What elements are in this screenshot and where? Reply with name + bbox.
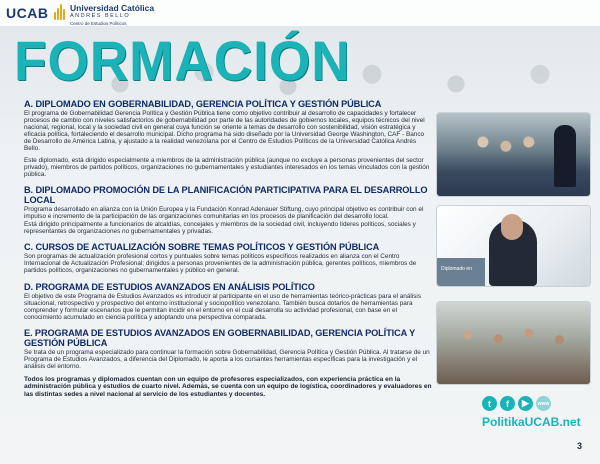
section-paragraph: Este diplomado, está dirigido especialmente a miembros de la administración pública (aunque no excluye a personas provenientes del sector privado), miembros de partidos políticos, organizaciones no gubernamentales y estudiantes interesados en los temas vinculados con la gestión pública. xyxy=(24,156,430,178)
speaker-face xyxy=(501,214,523,240)
event-banner xyxy=(437,258,485,286)
logo-leaf-icon xyxy=(54,4,66,20)
web-icon[interactable]: www xyxy=(536,396,551,411)
section-paragraph: El programa de Gobernabilidad Gerencia Política y Gestión Pública tiene como objetivo contribuir al desarrollo de capacidades y fortalecer procesos de cambio con niveles satisfactorios de gobernabilidad por parte de las autoridades de gobiernos locales, equipos técnicos del nivel nacional, regional, local y la sociedad civil en general cuya función se oriente a temas de desarrollo con sostenibilidad, visión estratégica y eficacia política, fortaleciendo el desarrollo municipal. Dicho programa ha sido diseñado por la Universidad George Washington, CAF - Banco de Desarrollo de América Latina, y ajustado a la realidad venezolana por el Centro de Estudios Políticos de la Universidad Católica Andrés Bello. xyxy=(24,110,425,153)
speaker-figure xyxy=(554,125,576,187)
section-heading: C. CURSOS DE ACTUALIZACIÓN SOBRE TEMAS POLÍTICOS Y GESTIÓN PÚBLICA xyxy=(24,242,380,253)
section-e xyxy=(24,328,432,370)
social-links xyxy=(482,396,551,411)
audience-photo xyxy=(437,302,590,384)
twitter-icon[interactable]: t xyxy=(482,396,497,411)
youtube-icon[interactable]: ▶ xyxy=(518,396,533,411)
content-column xyxy=(24,99,432,405)
section-paragraph: El objetivo de este Programa de Estudios Avanzados es introducir al participante en el uso de herramientas teórico-prácticas para el análisis situacional, retrospectivo y prospectivo del entorno institucional y sociopolítico venezolano. También busca dotarlos de herramientas para comprender y formular escenarios que le permitan incidir en el entorno en el cual desarrolla su actividad profesional, con base en el conocimiento acumulado en ciencia política y adoptando una perspectiva comparada. xyxy=(24,292,422,321)
classroom-photo xyxy=(437,113,590,196)
section-heading: D. PROGRAMA DE ESTUDIOS AVANZADOS EN ANÁLISIS POLÍTICO xyxy=(24,281,315,292)
section-c xyxy=(24,242,432,274)
website-link[interactable]: PolitikaUCAB.net xyxy=(482,415,581,429)
section-b xyxy=(24,185,432,235)
section-a xyxy=(24,99,432,178)
section-paragraph: Se trata de un programa especializado para continuar la formación sobre Gobernabilidad, Gerencia Política y Gestión Pública. Al tratarse de un Programa de Estudios Avanzados, a diferencia del Diplomado, le aporta a los cursantes herramientas específicas para la investigación y el análisis del entorno. xyxy=(24,348,430,371)
section-heading: B. DIPLOMADO PROMOCIÓN DE LA PLANIFICACIÓN PARTICIPATIVA PARA EL DESARROLLO LOCAL xyxy=(24,184,428,205)
section-heading: E. PROGRAMA DE ESTUDIOS AVANZADOS EN GOBERNABILIDAD, GERENCIA POLÍTICA Y GESTIÓN PÚBLICA xyxy=(24,327,415,348)
page-title: FORMACIÓN xyxy=(14,29,351,92)
facebook-icon[interactable]: f xyxy=(500,396,515,411)
section-paragraph: Está dirigido principalmente a funcionarios de alcaldías, concejales y miembros de la sociedad civil, incluyendo líderes políticos, sociales y representantes de organizaciones no gubernamentales y privadas. xyxy=(24,221,416,236)
speaker-photo: Diplomado en xyxy=(437,206,590,286)
section-heading: A. DIPLOMADO EN GOBERNABILIDAD, GERENCIA POLÍTICA Y GESTIÓN PÚBLICA xyxy=(24,99,382,109)
section-d xyxy=(24,282,432,321)
section-paragraph: Programa desarrollado en alianza con la Unión Europea y la Fundación Konrad Adenauer Stiftung, cuyo principal objetivo es contribuir con el impulso e incremento de la participación de las organizaciones comunitarias en los procesos de planificación del desarrollo local. xyxy=(24,205,424,220)
university-name: Universidad Católica ANDRÉS BELLO Centro de Estudios Políticos xyxy=(70,3,155,26)
page-number: 3 xyxy=(577,441,583,451)
ucab-logo: UCAB xyxy=(6,5,49,21)
section-paragraph: Son programas de actualización profesional cortos y puntuales sobre temas políticos específicos realizados en alianza con el Centro Internacional de Actualización Profesional; dirigidos a personas provenientes de la administración pública, gerentes políticos, miembros de partidos políticos, organizaciones no gubernamentales y público en general. xyxy=(24,253,417,275)
closing-note: Todos los programas y diplomados cuentan con un equipo de profesores especializados, con experiencia práctica en la administración pública y estudios de cuarto nivel. Además, se cuenta con un equipo de logística, coordinadores y evaluadores en las distintas sedes a nivel nacional al servicio de los estudiantes y docentes. xyxy=(24,376,432,398)
